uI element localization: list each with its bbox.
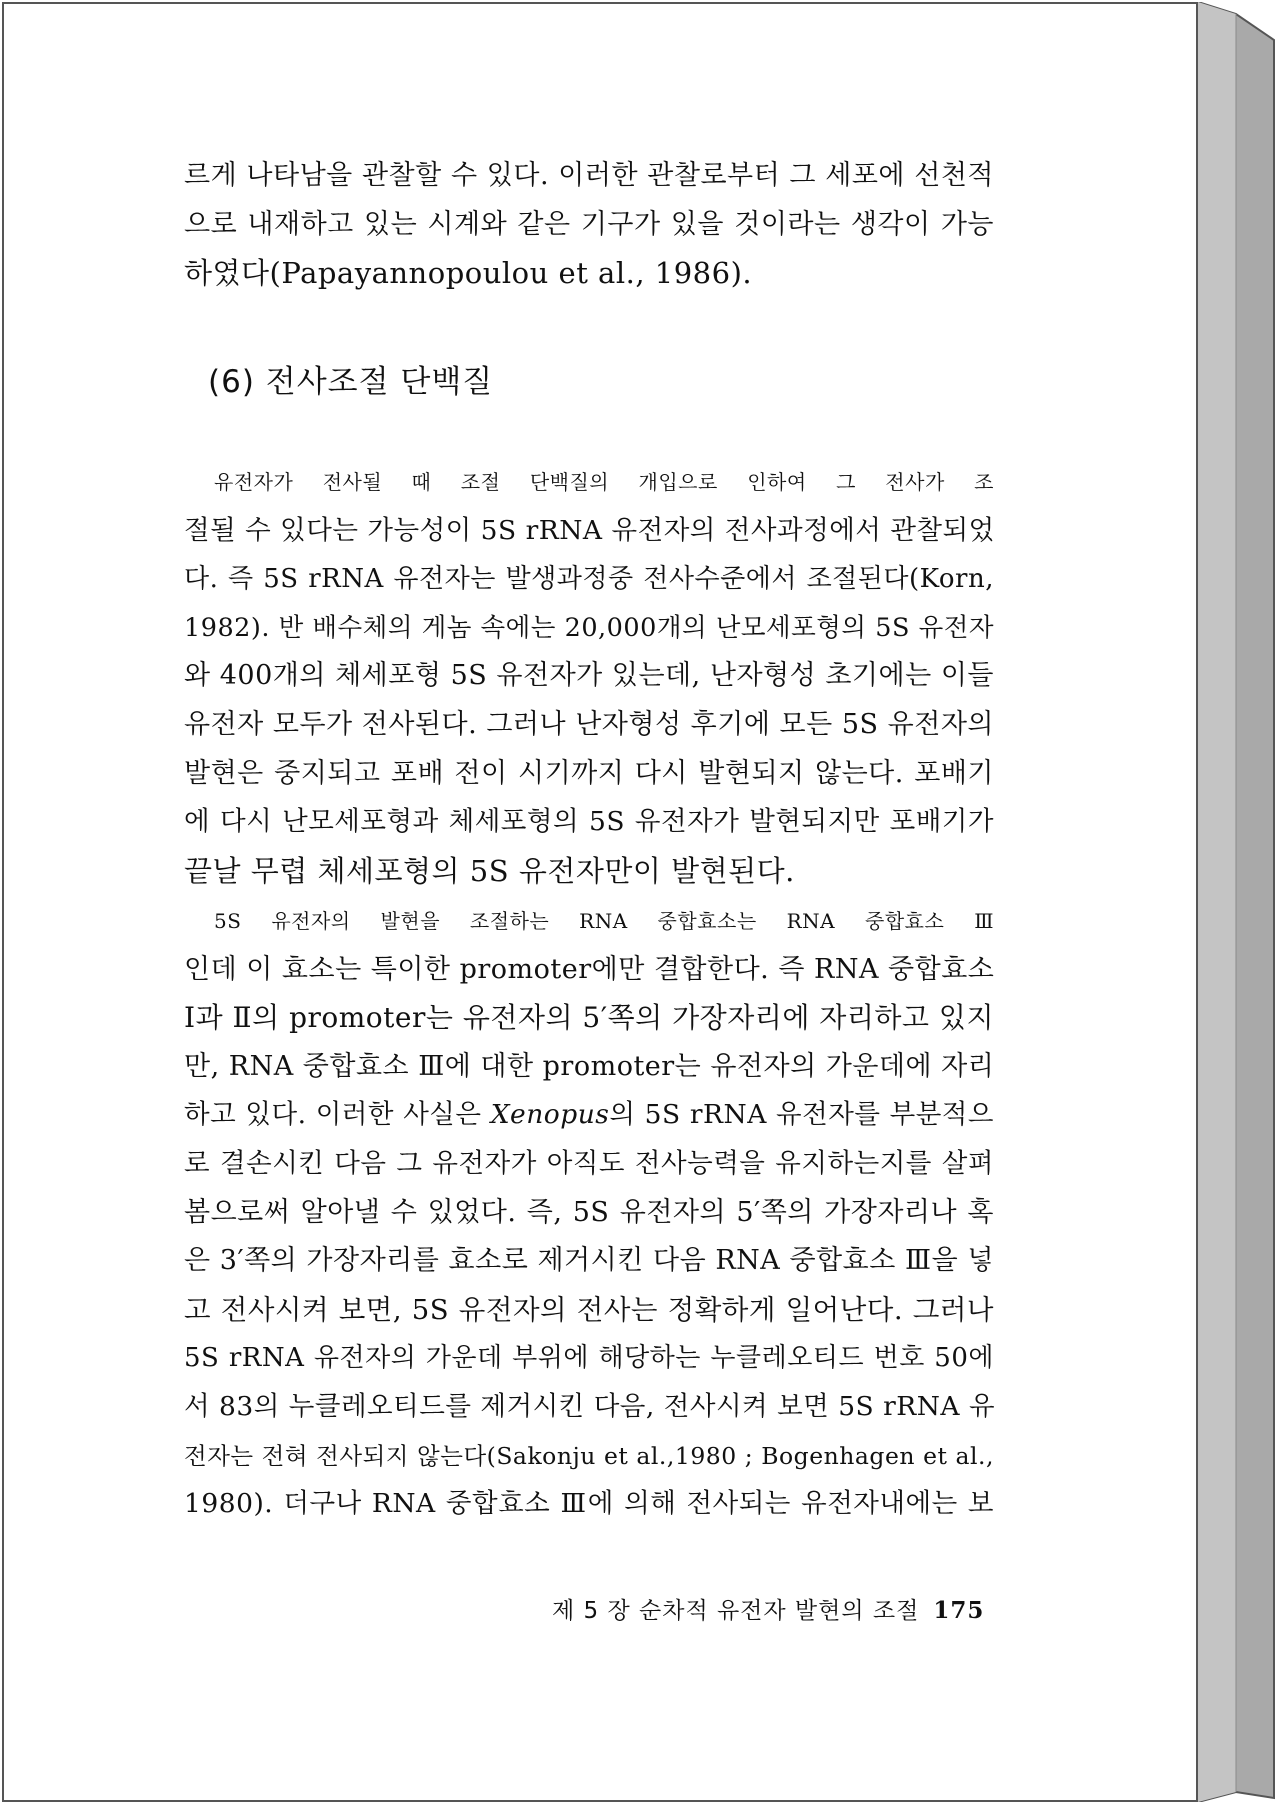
text-line	[184, 1091, 994, 1140]
text-line: 절될 수 있다는 가능성이 5S rRNA 유전자의 전사과정에서 관찰되었	[184, 514, 995, 546]
text-segment: 의 5S rRNA 유전자를 부분적으	[609, 1099, 995, 1131]
text-line: 유전자가 전사될 때 조절 단백질의 개입으로 인하여 그 전사가 조	[214, 470, 994, 494]
text-line: 은 3′쪽의 가장자리를 효소로 제거시킨 다음 RNA 중합효소 Ⅲ을 넣	[184, 1245, 994, 1277]
text-segment: 하고 있다. 이러한 사실은	[184, 1099, 491, 1131]
paragraph-transcription-regulation	[184, 458, 994, 895]
text-line: 1980). 더구나 RNA 중합효소 Ⅲ에 의해 전사되는 유전자내에는 보	[184, 1488, 994, 1520]
text-line: 봄으로써 알아낼 수 있었다. 즉, 5S 유전자의 5′쪽의 가장자리나 혹	[184, 1196, 994, 1228]
text-line: 에 다시 난모세포형과 체세포형의 5S 유전자가 발현되지만 포배기가	[184, 806, 994, 838]
book-edge-graphic	[1198, 2, 1278, 1802]
text-line: 발현은 중지되고 포배 전이 시기까지 다시 발현되지 않는다. 포배기	[184, 757, 994, 789]
text-line: Ⅰ과 Ⅱ의 promoter는 유전자의 5′쪽의 가장자리에 자리하고 있지	[184, 1001, 994, 1035]
text-line: 와 400개의 체세포형 5S 유전자가 있는데, 난자형성 초기에는 이들	[184, 660, 994, 692]
text-line: 고 전사시켜 보면, 5S 유전자의 전사는 정확하게 일어난다. 그러나	[184, 1293, 994, 1326]
text-line: 하였다(Papayannopoulou et al., 1986).	[184, 256, 753, 291]
text-line: 전자는 전혀 전사되지 않는다(Sakonju et al.,1980 ; Bogenhagen et al.,	[184, 1441, 994, 1470]
chapter-title: 제 5 장 순차적 유전자 발현의 조절	[552, 1598, 920, 1624]
text-line: 서 83의 누클레오티드를 제거시킨 다음, 전사시켜 보면 5S rRNA 유	[184, 1390, 996, 1422]
text-line: 1982). 반 배수체의 게놈 속에는 20,000개의 난모세포형의 5S 유전자	[184, 612, 994, 643]
text-line: 인데 이 효소는 특이한 promoter에만 결합한다. 즉 RNA 중합효소	[184, 953, 995, 985]
book-page	[2, 2, 1198, 1802]
species-name-italic: Xenopus	[490, 1099, 610, 1131]
text-line: 로 결손시킨 다음 그 유전자가 아직도 전사능력을 유지하는지를 살펴	[184, 1147, 994, 1179]
text-line: 끝날 무렵 체세포형의 5S 유전자만이 발현된다.	[184, 853, 795, 888]
page-number: 175	[933, 1597, 985, 1624]
text-line: 르게 나타남을 관찰할 수 있다. 이러한 관찰로부터 그 세포에 선천적	[184, 160, 994, 191]
text-line: 만, RNA 중합효소 Ⅲ에 대한 promoter는 유전자의 가운데에 자리	[184, 1050, 995, 1082]
page-footer	[552, 1592, 984, 1625]
paragraph-continued	[184, 152, 994, 298]
text-line: 다. 즉 5S rRNA 유전자는 발생과정중 전사수준에서 조절된다(Korn,	[184, 564, 994, 595]
text-line: 5S rRNA 유전자의 가운데 부위에 해당하는 누클레오티드 번호 50에	[184, 1343, 994, 1374]
text-line: 5S 유전자의 발현을 조절하는 RNA 중합효소는 RNA 중합효소 Ⅲ	[214, 909, 994, 933]
section-heading: (6) 전사조절 단백질	[208, 364, 494, 400]
text-line: 유전자 모두가 전사된다. 그러나 난자형성 후기에 모든 5S 유전자의	[184, 708, 994, 740]
paragraph-rna-polymerase	[184, 897, 994, 1529]
text-line: 으로 내재하고 있는 시계와 같은 기구가 있을 것이라는 생각이 가능	[184, 208, 994, 240]
